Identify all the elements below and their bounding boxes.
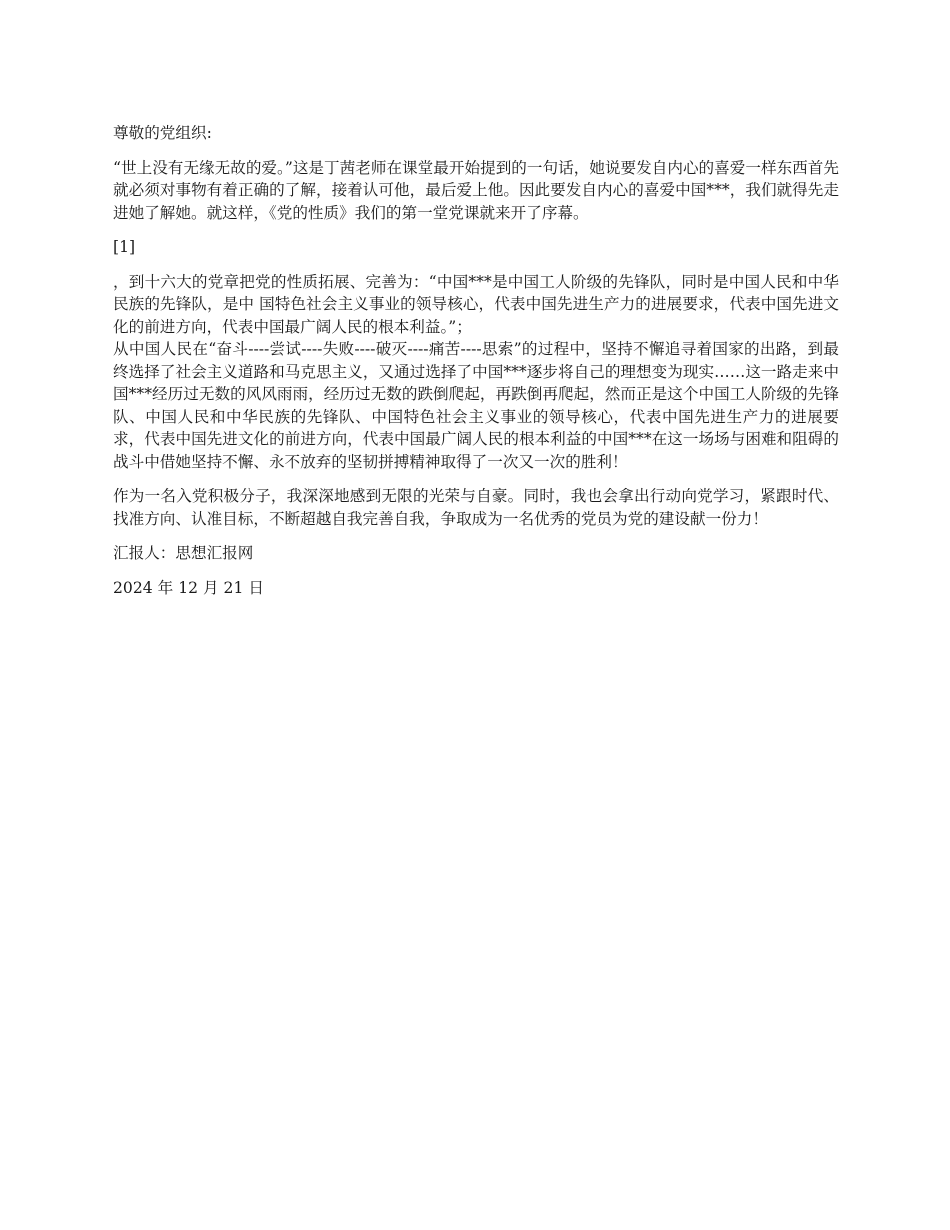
footnote-marker: [1] bbox=[113, 238, 136, 256]
document-body bbox=[113, 122, 839, 611]
reporter: 汇报人：思想汇报网 bbox=[113, 544, 254, 562]
paragraph-history: 从中国人民在“奋斗----尝试----失败----破灭----痛苦----思索”的过程中，坚持不懈追寻着国家的出路，到最终选择了社会主义道路和马克思主义，又通过选择了中国***逐步将自己的理想变为现实……这一路走来中国***经历过无数的风风雨雨，经历过无数的跌倒爬起，再跌倒再爬起，然而正是这个中国工人阶级的先锋队、中国人民和中华民族的先锋队、中国特色社会主义事业的领导核心，代表中国先进生产力的进展要求，代表中国先进文化的前进方向，代表中国最广阔人民的根本利益的中国***在这一场场与困难和阻碍的战斗中借她坚持不懈、永不放弃的坚韧拼搏精神取得了一次又一次的胜利！ bbox=[113, 340, 839, 471]
paragraph-intro: “世上没有无缘无故的爱。”这是丁茜老师在课堂最开始提到的一句话，她说要发自内心的喜爱一样东西首先就必须对事物有着正确的了解，接着认可他，最后爱上他。因此要发自内心的喜爱中国***，我们就得先走进她了解她。就这样，《党的性质》我们的第一堂党课就来开了序幕。 bbox=[113, 158, 839, 222]
paragraph-conclusion: 作为一名入党积极分子，我深深地感到无限的光荣与自豪。同时，我也会拿出行动向党学习，紧跟时代、找准方向、认准目标，不断超越自我完善自我，争取成为一名优秀的党员为党的建设献一份力！ bbox=[113, 487, 839, 528]
paragraph-party-nature: ，到十六大的党章把党的性质拓展、完善为：“中国***是中国工人阶级的先锋队，同时是中国人民和中华民族的先锋队，是中 国特色社会主义事业的领导核心，代表中国先进生产力的进展要求，代表中国先进文化的前进方向，代表中国最广阔人民的根本利益。”； bbox=[113, 272, 839, 336]
date: 2024 年 12 月 21 日 bbox=[113, 578, 264, 597]
salutation: 尊敬的党组织: bbox=[113, 124, 212, 142]
